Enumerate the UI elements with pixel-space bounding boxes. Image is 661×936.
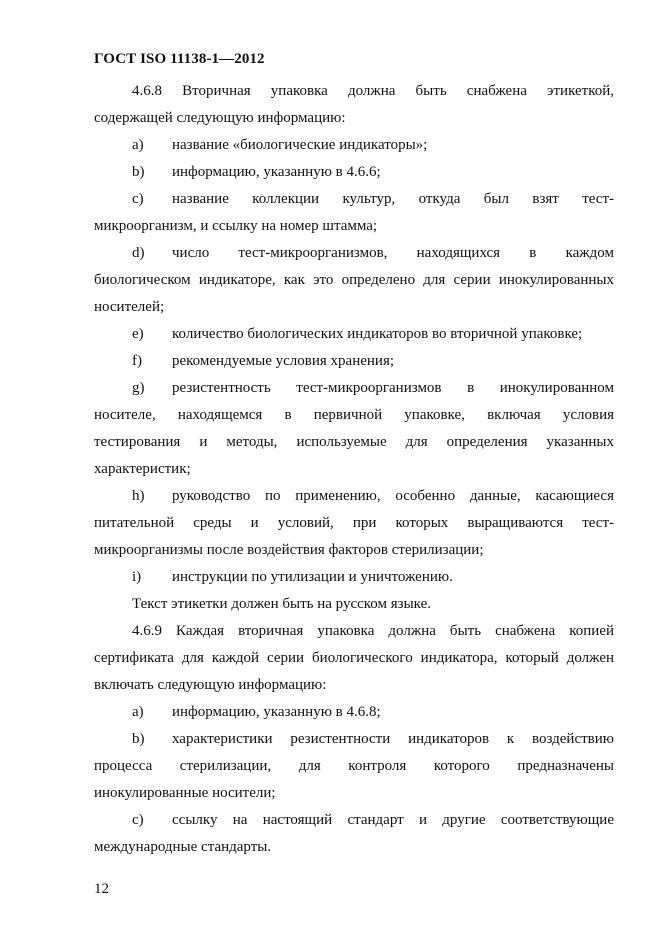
list-item-h-continuation: питательной среды и условий, при которых выращиваются тест- (94, 515, 614, 531)
list-marker: d) (132, 245, 145, 261)
list-item-d-continuation: носителей; (94, 299, 165, 315)
clause-4-6-8-line-1: 4.6.8 Вторичная упаковка должна быть снабжена этикеткой, (132, 83, 614, 99)
list-item-c-continuation: микроорганизм, и ссылку на номер штамма; (94, 218, 378, 234)
list-marker: i) (132, 569, 142, 585)
list-marker: b) (132, 731, 145, 747)
list-item-text: ссылку на настоящий стандарт и другие соответствующие (172, 812, 614, 828)
list-item-text: название «биологические индикаторы»; (172, 137, 428, 153)
list-item-text: информацию, указанную в 4.6.8; (172, 704, 381, 720)
list-item-b (94, 159, 614, 186)
list-marker: a) (132, 137, 144, 153)
list-marker: f) (132, 353, 142, 369)
cert-item-b-continuation: инокулированные носители; (94, 785, 276, 801)
list-item-text: рекомендуемые условия хранения; (172, 353, 395, 369)
list-marker: a) (132, 704, 144, 720)
list-marker: h) (132, 488, 145, 504)
list-item-e (94, 321, 614, 348)
cert-item-b (94, 726, 614, 753)
label-language-note: Текст этикетки должен быть на русском языке. (132, 596, 431, 612)
clause-4-6-9-line-3: включать следующую информацию: (94, 677, 327, 693)
list-item-text: резистентность тест-микроорганизмов в инокулированном (172, 380, 614, 396)
page-number: 12 (94, 881, 109, 897)
list-item-f (94, 348, 614, 375)
list-item-text: информацию, указанную в 4.6.6; (172, 164, 381, 180)
list-item-text: характеристики резистентности индикаторов к воздействию (172, 731, 614, 747)
list-item-text: инструкции по утилизации и уничтожению. (172, 569, 453, 585)
list-marker: b) (132, 164, 145, 180)
list-item-i (94, 564, 614, 591)
document-body (94, 78, 614, 861)
list-marker: c) (132, 191, 144, 207)
list-item-d (94, 240, 614, 267)
cert-item-a (94, 699, 614, 726)
list-item-h-continuation: микроорганизмы после воздействия факторов стерилизации; (94, 542, 484, 558)
list-item-text: количество биологических индикаторов во вторичной упаковке; (172, 326, 583, 342)
cert-item-c (94, 807, 614, 834)
list-item-text: руководство по применению, особенно данные, касающиеся (172, 488, 614, 504)
list-item-c (94, 186, 614, 213)
list-marker: c) (132, 812, 144, 828)
clause-4-6-9-line-1: 4.6.9 Каждая вторичная упаковка должна быть снабжена копией (132, 623, 614, 639)
list-marker: g) (132, 380, 145, 396)
cert-item-c-continuation: международные стандарты. (94, 839, 272, 855)
list-item-g-continuation: тестирования и методы, используемые для определения указанных (94, 434, 614, 450)
list-item-d-continuation: биологическом индикаторе, как это определено для серии инокулированных (94, 272, 614, 288)
cert-item-b-continuation: процесса стерилизации, для контроля которого предназначены (94, 758, 614, 774)
list-item-g-continuation: носителе, находящемся в первичной упаковке, включая условия (94, 407, 614, 423)
list-item-h (94, 483, 614, 510)
list-item-a (94, 132, 614, 159)
list-item-text: число тест-микроорганизмов, находящихся в каждом (172, 245, 614, 261)
clause-4-6-9-line-2: сертификата для каждой серии биологического индикатора, который должен (94, 650, 614, 666)
list-item-g (94, 375, 614, 402)
list-marker: e) (132, 326, 144, 342)
list-item-g-continuation: характеристик; (94, 461, 191, 477)
document-header: ГОСТ ISO 11138-1—2012 (94, 51, 265, 67)
clause-4-6-8-line-2: содержащей следующую информацию: (94, 110, 346, 126)
list-item-text: название коллекции культур, откуда был взят тест- (172, 191, 614, 207)
